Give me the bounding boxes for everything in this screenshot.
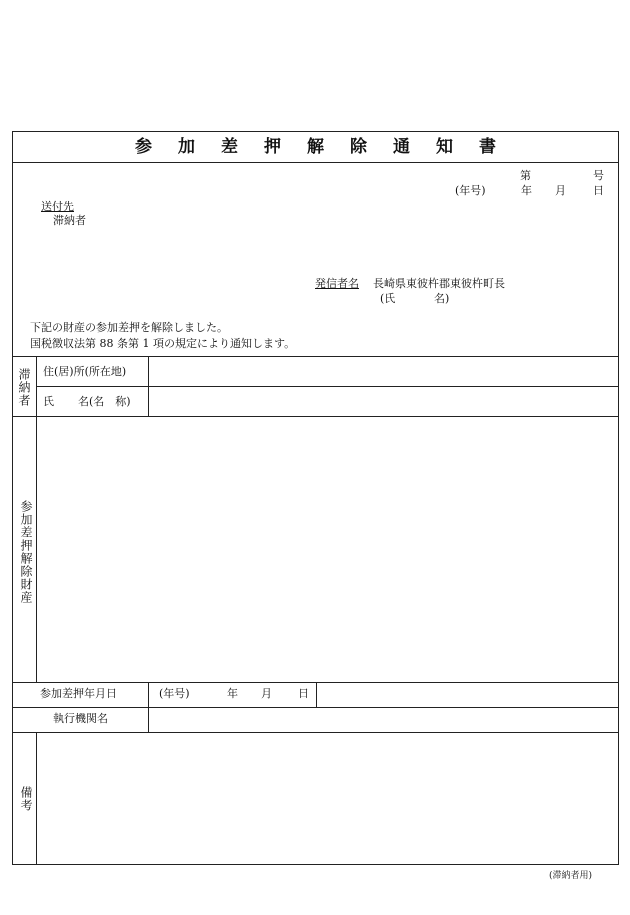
address-label: 住(居)所(所在地) (43, 365, 127, 378)
name-label-part-2: 名(名 称) (78, 395, 131, 408)
divider (316, 682, 317, 707)
number-prefix: 第 (520, 169, 531, 182)
divider (13, 162, 618, 163)
property-side-label: 参加差押解除財産 (19, 500, 33, 604)
header-month-label: 月 (555, 184, 566, 197)
divider (13, 707, 618, 708)
date-month-label: 月 (261, 687, 272, 700)
sender-office: 長崎県東彼杵郡東彼杵町長 (373, 277, 505, 290)
header-era-label: (年号) (455, 184, 486, 197)
date-era-label: (年号) (159, 687, 190, 700)
header-day-label: 日 (593, 184, 604, 197)
remarks-content[interactable] (43, 740, 608, 858)
date-row-label: 参加差押年月日 (40, 687, 117, 700)
sender-name-open: (氏 (380, 292, 396, 305)
divider (13, 732, 618, 733)
divider (36, 356, 37, 682)
sender-name-close: 名) (434, 292, 450, 305)
divider (13, 356, 618, 357)
remarks-side-label: 備考 (19, 786, 33, 812)
divider (13, 416, 618, 417)
notice-form (12, 131, 619, 865)
property-content[interactable] (43, 424, 608, 674)
copy-label: (滞納者用) (549, 871, 593, 881)
date-year-label: 年 (227, 687, 238, 700)
date-day-label: 日 (298, 687, 309, 700)
number-suffix: 号 (593, 169, 604, 182)
recipient-label: 送付先 (41, 200, 74, 213)
agency-row-label: 執行機関名 (53, 712, 108, 725)
divider (36, 386, 618, 387)
divider (36, 732, 37, 864)
notice-line-1: 下記の財産の参加差押を解除しました。 (30, 321, 228, 334)
recipient-name: 滞納者 (53, 214, 86, 227)
sender-label: 発信者名 (315, 277, 359, 290)
taxpayer-side-label: 滞納者 (17, 368, 31, 407)
header-year-label: 年 (521, 184, 532, 197)
notice-line-2: 国税徴収法第 88 条第 1 項の規定により通知します。 (30, 337, 296, 350)
name-label-part-1: 氏 (43, 395, 54, 408)
document-title: 参加差押解除通知書 (135, 137, 522, 157)
